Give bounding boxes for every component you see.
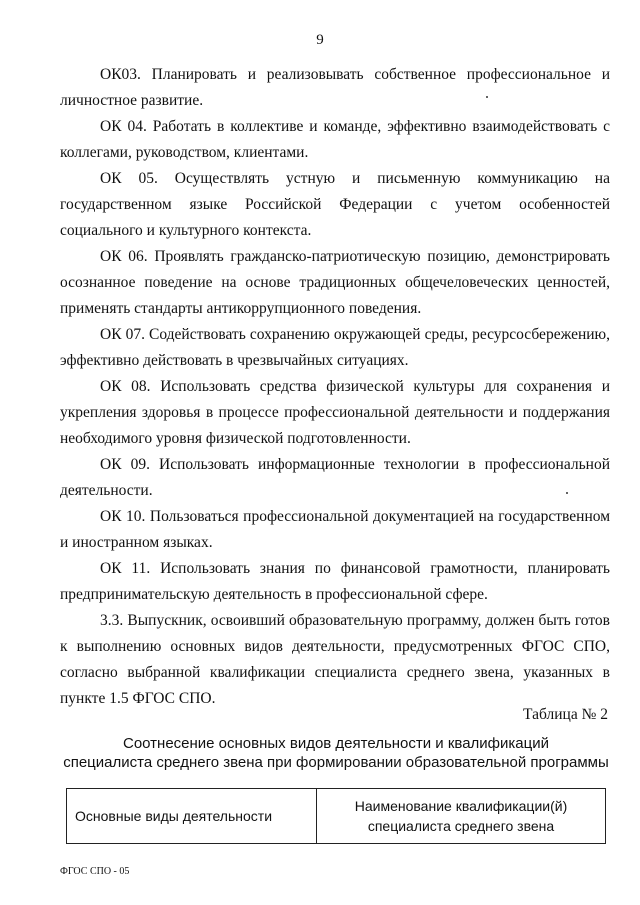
table-header-qualifications-line2: специалиста среднего звена	[367, 818, 555, 834]
table-title-line2: специалиста среднего звена при формировании образовательной программы	[63, 754, 609, 771]
paragraph-ok05: ОК 05. Осуществлять устную и письменную коммуникацию на государственном языке Российской Федерации с учетом особенностей социального и культурного контекста.	[60, 170, 610, 239]
scan-speck	[566, 492, 568, 494]
table-title-line1: Соотнесение основных видов деятельности и квалификаций	[122, 735, 549, 752]
page-number: 9	[316, 32, 324, 48]
qualification-table	[66, 788, 606, 844]
paragraph-3-3: 3.3. Выпускник, освоивший образовательную программу, должен быть готов к выполнению основных видов деятельности, предусмотренных ФГОС СПО, согласно выбранной квалификации специалиста среднего звена, указанных в пункте 1.5 ФГОС СПО.	[60, 612, 610, 707]
paragraph-ok07: ОК 07. Содействовать сохранению окружающей среды, ресурсосбережению, эффективно действовать в чрезвычайных ситуациях.	[60, 326, 610, 369]
table-title	[60, 734, 612, 772]
paragraph-ok06: ОК 06. Проявлять гражданско-патриотическую позицию, демонстрировать осознанное поведение на основе традиционных общечеловеческих ценностей, применять стандарты антикоррупционного поведения.	[60, 248, 610, 317]
footer-mark: ФГОС СПО - 05	[60, 866, 130, 877]
table-number-label: Таблица № 2	[523, 706, 608, 723]
scan-speck	[486, 96, 488, 98]
paragraph-ok11: ОК 11. Использовать знания по финансовой грамотности, планировать предпринимательскую деятельность в профессиональной сфере.	[60, 560, 610, 603]
paragraph-ok03: ОК03. Планировать и реализовывать собственное профессиональное и личностное развитие.	[60, 66, 610, 109]
table-header-activities: Основные виды деятельности	[67, 789, 317, 844]
table-header-qualifications-line1: Наименование квалификации(й)	[354, 798, 568, 814]
paragraph-ok08: ОК 08. Использовать средства физической культуры для сохранения и укрепления здоровья в процессе профессиональной деятельности и поддержания необходимого уровня физической подготовленности.	[60, 378, 610, 447]
paragraph-ok09: ОК 09. Использовать информационные технологии в профессиональной деятельности.	[60, 456, 610, 499]
paragraph-ok04: ОК 04. Работать в коллективе и команде, эффективно взаимодействовать с коллегами, руководством, клиентами.	[60, 118, 610, 161]
table-header-qualifications	[317, 789, 606, 844]
paragraph-ok10: ОК 10. Пользоваться профессиональной документацией на государственном и иностранном языках.	[60, 508, 610, 551]
table-header-row	[67, 789, 606, 844]
